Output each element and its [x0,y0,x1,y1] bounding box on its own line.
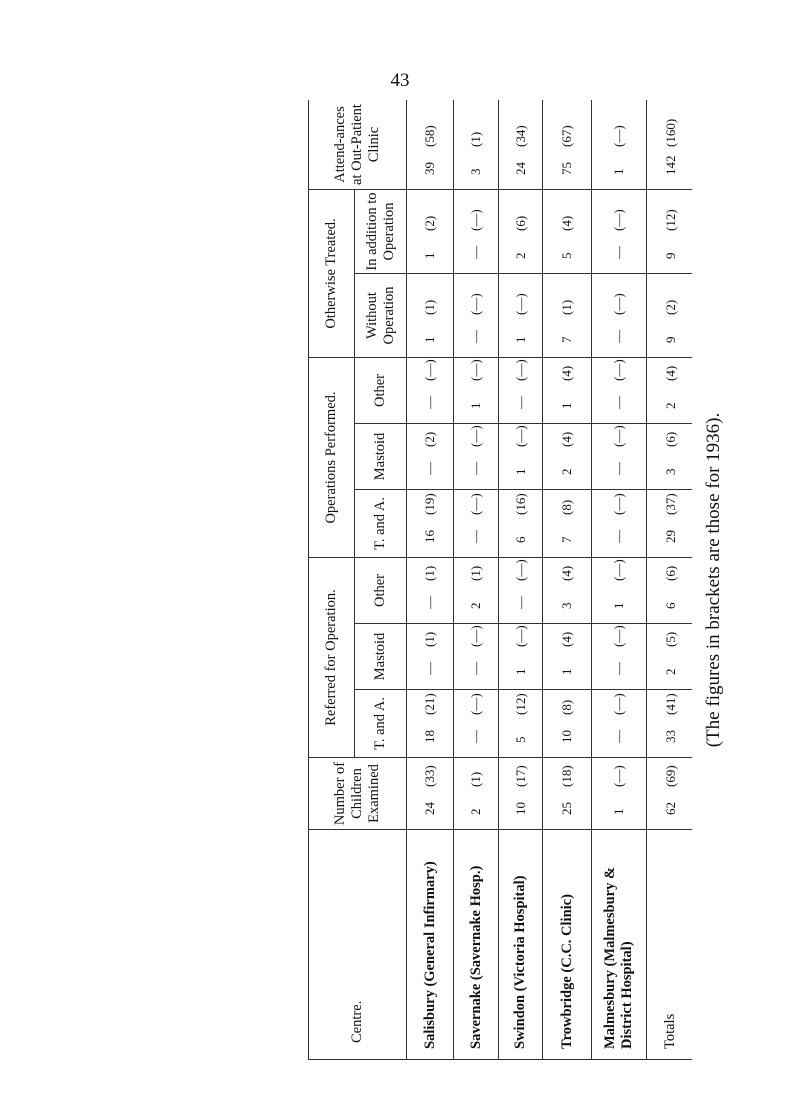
value-1936: (6) [662,431,678,447]
cell-referred-other [454,558,499,624]
cell-attendances [592,100,647,190]
value-current: — [512,596,528,609]
value-current: — [611,246,626,259]
value-1936: (1) [559,299,574,315]
value-1936: (1) [468,131,483,147]
value-1936: (—) [611,425,626,447]
cell-attendances [407,100,454,190]
value-current: 3 [662,468,678,475]
statistics-table [308,100,692,1060]
cell-in-addition [543,190,592,274]
subheader-performed-ta: T. and A. [355,490,407,558]
row-label: Swindon (Victoria Hospital) [499,830,543,1060]
value-current: 2 [559,468,574,475]
value-1936: (—) [468,625,483,647]
row-label: Trowbridge (C.C. Clinic) [543,830,592,1060]
footnote [694,100,734,1060]
cell-referred-ta [454,690,499,758]
value-current: 24 [512,162,528,175]
cell-performed-ta [499,490,543,558]
value-1936: (33) [422,765,437,787]
value-current: — [468,330,483,343]
value-1936: (12) [662,209,678,231]
cell-without-operation [647,274,693,358]
cell-referred-mastoid [647,624,693,690]
value-1936: (—) [512,425,528,447]
cell-performed-other [454,358,499,424]
cell-referred-mastoid [499,624,543,690]
table-row [407,100,454,1060]
value-current: 1 [611,808,626,815]
value-1936: (—) [512,625,528,647]
cell-referred-ta [647,690,693,758]
cell-performed-other [543,358,592,424]
value-current: 75 [559,162,574,175]
value-current: — [468,662,483,675]
value-1936: (1) [422,299,437,315]
cell-performed-mastoid [499,424,543,490]
page-number: 43 [390,70,410,91]
cell-referred-ta [407,690,454,758]
value-1936: (8) [559,499,574,515]
value-current: — [611,730,626,743]
cell-performed-mastoid [407,424,454,490]
value-current: — [468,246,483,259]
value-1936: (—) [611,765,626,787]
cell-referred-mastoid [454,624,499,690]
value-current: 142 [662,155,678,175]
table-row [499,100,543,1060]
value-current: — [611,530,626,543]
value-current: 1 [422,336,437,343]
value-current: 9 [662,252,678,259]
value-current: — [468,730,483,743]
cell-children-examined [647,758,693,830]
value-current: 29 [662,530,678,543]
cell-referred-other [407,558,454,624]
table-row [647,100,693,1060]
subheader-referred-other: Other [355,558,407,624]
subheader-referred-ta: T. and A. [355,690,407,758]
cell-children-examined [543,758,592,830]
value-1936: (12) [512,693,528,715]
value-current: 18 [422,730,437,743]
value-current: 6 [662,602,678,609]
cell-attendances [647,100,693,190]
value-current: 25 [559,802,574,815]
row-label: Salisbury (General Infirmary) [407,830,454,1060]
value-current: 1 [611,602,626,609]
cell-referred-other [499,558,543,624]
value-1936: (1) [468,565,483,581]
value-1936: (8) [559,699,574,715]
cell-without-operation [499,274,543,358]
cell-referred-other [592,558,647,624]
subheader-performed-mastoid: Mastoid [355,424,407,490]
cell-children-examined [454,758,499,830]
cell-in-addition [407,190,454,274]
value-1936: (4) [559,631,574,647]
value-1936: (—) [611,209,626,231]
value-1936: (6) [512,215,528,231]
subheader-without-operation: Without Operation [355,274,407,358]
value-current: — [422,596,437,609]
value-1936: (—) [512,559,528,581]
cell-referred-ta [592,690,647,758]
value-1936: (—) [611,625,626,647]
value-current: — [512,396,528,409]
cell-performed-mastoid [543,424,592,490]
cell-attendances [454,100,499,190]
footnote-text: (The figures in brackets are those for 1936). [703,412,724,748]
value-1936: (69) [662,765,678,787]
rotated-table-container [308,100,692,1060]
value-current: — [422,396,437,409]
cell-in-addition [499,190,543,274]
subheader-referred-mastoid: Mastoid [355,624,407,690]
header-referred-for-operation: Referred for Operation. [309,558,355,758]
value-1936: (—) [468,293,483,315]
value-1936: (—) [512,293,528,315]
header-otherwise-treated: Otherwise Treated. [309,190,355,358]
value-current: 6 [512,536,528,543]
cell-children-examined [407,758,454,830]
value-current: — [611,662,626,675]
cell-referred-ta [499,690,543,758]
value-1936: (1) [422,631,437,647]
value-1936: (2) [662,299,678,315]
value-1936: (37) [662,493,678,515]
value-1936: (34) [512,125,528,147]
value-1936: (6) [662,565,678,581]
cell-performed-other [407,358,454,424]
value-current: 1 [512,668,528,675]
value-1936: (2) [422,431,437,447]
table-wrapper [308,100,692,1060]
value-1936: (—) [611,493,626,515]
value-1936: (1) [468,771,483,787]
value-current: 9 [662,336,678,343]
value-current: — [611,330,626,343]
value-current: 3 [468,168,483,175]
cell-performed-other [647,358,693,424]
value-current: — [422,662,437,675]
value-current: — [611,462,626,475]
cell-performed-mastoid [454,424,499,490]
value-1936: (4) [559,431,574,447]
value-1936: (4) [559,365,574,381]
value-1936: (—) [468,359,483,381]
value-current: 2 [662,402,678,409]
row-label: Savernake (Savernake Hosp.) [454,830,499,1060]
value-1936: (4) [559,565,574,581]
value-1936: (17) [512,765,528,787]
value-current: 1 [611,168,626,175]
value-current: 2 [468,602,483,609]
header-operations-performed: Operations Performed. [309,358,355,558]
row-label: Totals [647,830,693,1060]
value-current: 2 [512,252,528,259]
cell-without-operation [592,274,647,358]
header-attendances: Attend-ances at Out-Patient Clinic [309,100,407,190]
value-1936: (4) [559,215,574,231]
value-current: — [468,530,483,543]
value-current: 5 [512,736,528,743]
cell-performed-ta [647,490,693,558]
cell-without-operation [543,274,592,358]
value-current: 1 [468,402,483,409]
cell-attendances [499,100,543,190]
value-1936: (—) [468,493,483,515]
value-current: 1 [512,468,528,475]
value-current: 1 [512,336,528,343]
value-1936: (—) [468,425,483,447]
value-1936: (4) [662,365,678,381]
value-1936: (5) [662,631,678,647]
value-1936: (160) [662,118,678,147]
cell-performed-other [592,358,647,424]
value-1936: (—) [468,693,483,715]
value-1936: (—) [422,359,437,381]
value-current: 1 [422,252,437,259]
cell-performed-ta [407,490,454,558]
cell-referred-other [647,558,693,624]
cell-referred-other [543,558,592,624]
value-1936: (58) [422,125,437,147]
value-1936: (67) [559,125,574,147]
value-1936: (—) [468,209,483,231]
value-1936: (18) [559,765,574,787]
value-1936: (—) [611,293,626,315]
cell-in-addition [592,190,647,274]
value-current: 3 [559,602,574,609]
value-1936: (19) [422,493,437,515]
subheader-in-addition: In addition to Operation [355,190,407,274]
value-1936: (16) [512,493,528,515]
value-1936: (—) [611,693,626,715]
header-children-examined: Number of Children Examined [309,758,407,830]
value-current: 7 [559,536,574,543]
value-1936: (1) [422,565,437,581]
table-row [454,100,499,1060]
value-1936: (—) [611,559,626,581]
cell-performed-mastoid [592,424,647,490]
row-label: Malmesbury (Malmesbury & District Hospital) [592,830,647,1060]
table-row [543,100,592,1060]
value-current: 16 [422,530,437,543]
value-current: 7 [559,336,574,343]
value-current: 10 [512,802,528,815]
value-current: — [422,462,437,475]
value-current: 39 [422,162,437,175]
value-current: 62 [662,802,678,815]
value-current: 1 [559,668,574,675]
cell-performed-ta [592,490,647,558]
cell-performed-ta [543,490,592,558]
cell-in-addition [454,190,499,274]
cell-referred-mastoid [592,624,647,690]
value-1936: (—) [611,359,626,381]
subheader-performed-other: Other [355,358,407,424]
cell-referred-mastoid [543,624,592,690]
cell-referred-mastoid [407,624,454,690]
value-1936: (21) [422,693,437,715]
value-current: 5 [559,252,574,259]
value-current: — [468,462,483,475]
value-1936: (2) [422,215,437,231]
cell-performed-ta [454,490,499,558]
cell-without-operation [407,274,454,358]
cell-without-operation [454,274,499,358]
cell-children-examined [592,758,647,830]
value-1936: (—) [512,359,528,381]
header-centre: Centre. [309,830,407,1060]
cell-performed-mastoid [647,424,693,490]
cell-referred-ta [543,690,592,758]
value-current: 10 [559,730,574,743]
value-current: 33 [662,730,678,743]
cell-in-addition [647,190,693,274]
value-current: 24 [422,802,437,815]
value-current: 1 [559,402,574,409]
cell-children-examined [499,758,543,830]
table-row [592,100,647,1060]
value-1936: (—) [611,125,626,147]
cell-performed-other [499,358,543,424]
cell-attendances [543,100,592,190]
value-1936: (41) [662,693,678,715]
value-current: 2 [662,668,678,675]
value-current: 2 [468,808,483,815]
value-current: — [611,396,626,409]
